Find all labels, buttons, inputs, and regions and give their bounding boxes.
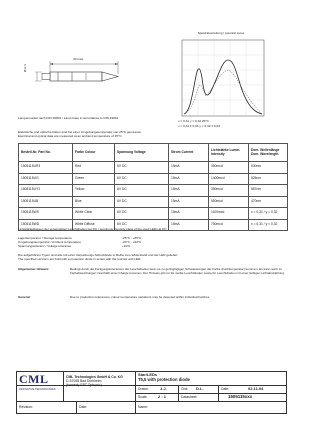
cell-intensity: 350mcd bbox=[209, 162, 249, 174]
checked-label: Chd: bbox=[181, 387, 189, 391]
company-line-1: CML Technologies GmbH & Co. KG bbox=[66, 375, 123, 379]
header-colour: Farbe Colour bbox=[73, 144, 115, 162]
cell-wavelength: 470nm bbox=[249, 196, 288, 208]
table-row bbox=[19, 196, 288, 208]
cell-voltage: 6V DC bbox=[115, 219, 169, 231]
cell-colour: Blue bbox=[73, 196, 115, 208]
cell-wavelength: 630nm bbox=[249, 162, 288, 174]
checked-value: D.L. bbox=[196, 386, 204, 391]
cell-part-no: 1505115UB bbox=[19, 196, 73, 208]
cell-current: 15mA bbox=[169, 196, 209, 208]
scale-value: 2 : 1 bbox=[158, 394, 167, 399]
cell-voltage: 6V DC bbox=[115, 208, 169, 220]
table-row bbox=[19, 173, 288, 185]
cell-part-no: 1505115UY3 bbox=[19, 185, 73, 197]
datasheet-label: Datasheet: bbox=[181, 395, 198, 399]
intro-line-1: Elektrische und optische Daten sind bei einer Umgebungstemperatur von 25°C gemessen. bbox=[18, 130, 143, 134]
cell-colour: White Diffuse bbox=[73, 219, 115, 231]
header-current: Strom Current bbox=[169, 144, 209, 162]
cell-part-no: 1505115WD bbox=[19, 219, 73, 231]
cell-intensity: 1100mcd bbox=[209, 208, 249, 220]
storage-temp-value: -25°C - +85°C bbox=[122, 236, 142, 240]
cell-wavelength: 587nm bbox=[249, 185, 288, 197]
voltage-tolerance-value: +10% bbox=[122, 244, 130, 248]
revision-label: Revision: bbox=[19, 405, 33, 409]
cell-current: 15mA bbox=[169, 219, 209, 231]
table-row bbox=[19, 162, 288, 174]
cell-current: 15mA bbox=[169, 162, 209, 174]
lamp-base-note: Lampensockel nach DIN 49801 / Lamp base in accordance to DIN 49801 bbox=[18, 116, 119, 120]
cell-current: 15mA bbox=[169, 173, 209, 185]
cell-part-no: 1505115WS bbox=[19, 208, 73, 220]
availability-de: Die aufgeführten Typen sind alle mit einer Verpackungs-Schutzdiode in Reihe zum Widerstand und der LED geliefert. bbox=[18, 253, 179, 257]
cell-wavelength: x = 0,31 / y = 0,32 bbox=[249, 219, 288, 231]
header-intensity: Lichtstärke Lumin. Intensity bbox=[209, 144, 249, 162]
company-line-2: D-67098 Bad Dürkheim bbox=[66, 379, 102, 383]
date2-label: Date: bbox=[79, 405, 88, 409]
name-label: Name: bbox=[138, 405, 148, 409]
table-row bbox=[19, 208, 288, 220]
cell-wavelength: x = 0,31 / y = 0,32 bbox=[249, 208, 288, 220]
company-line-3: (formerly EBT Optronic) bbox=[66, 383, 102, 387]
operating-temp-value: -20°C - +60°C bbox=[122, 240, 142, 244]
intro-line-2: Electrical and optical data are measured at an ambient temperature of 25°C. bbox=[18, 134, 123, 138]
availability-en: The specified versions are built with a protection diode in series with the resistor and LED. bbox=[18, 257, 142, 261]
cml-logo: CML bbox=[19, 372, 49, 386]
intensity-note: Lichtstärkeklassen der verwendeten Leuchtdioden bei DC / Luminous intensity class of the used LEDs at DC bbox=[18, 227, 167, 231]
cell-current: 15mA bbox=[169, 208, 209, 220]
cell-intensity: 1400mcd bbox=[209, 173, 249, 185]
general-en-text: Due to production tolerances, colour temperature variations may be detected within individual batches. bbox=[70, 295, 211, 299]
spectrum-title: Spektralverteilung / spectral curve bbox=[197, 31, 245, 35]
cell-intensity: 350mcd bbox=[209, 185, 249, 197]
cell-colour: Green bbox=[73, 173, 115, 185]
cell-part-no: 1505115UG bbox=[19, 173, 73, 185]
part-number: 1505115xxx bbox=[228, 394, 253, 399]
cell-colour: Yellow bbox=[73, 185, 115, 197]
general-en-label: General: bbox=[18, 295, 31, 299]
table-row bbox=[19, 185, 288, 197]
cell-voltage: 6V DC bbox=[115, 196, 169, 208]
cell-wavelength: 525nm bbox=[249, 173, 288, 185]
cell-voltage: 6V DC bbox=[115, 162, 169, 174]
general-note-text: Bedingt durch die Fertigungstoleranzen der Leuchtdioden kann es zu geringfügigen Schwankungen der Farbe (Farbtemperatur) kommen. Es kann auch zu Farbabweichungen innerhalb einer Charge kommen. Der Hinweis gilt nur für weiße Leuchtdioden sowie für Leuchtdioden mit einer farbigen Lichtabstrahlung. bbox=[70, 267, 285, 275]
general-note-label: Allgemeiner Hinweis: bbox=[18, 267, 50, 271]
cell-current: 15mA bbox=[169, 185, 209, 197]
scale-label: Scale: bbox=[138, 395, 148, 399]
dimension-label: 30 max. bbox=[73, 57, 85, 61]
spectrum-formula-2: x = 0,31 ± 0,03 y = 0,32 ± 0,03 bbox=[178, 124, 220, 128]
spec-table bbox=[18, 143, 288, 231]
cell-part-no: 1505115UR3 bbox=[19, 162, 73, 174]
cell-colour: White Clear bbox=[73, 208, 115, 220]
spectral-chart bbox=[176, 38, 268, 118]
cell-intensity: 550mcd bbox=[209, 196, 249, 208]
storage-temp-label: Lagertemperatur / Storage temperature bbox=[18, 236, 72, 240]
header-wavelength: Dom. Wellenlänge Dom. Wavelength bbox=[249, 144, 288, 162]
side-dimension-label: Ø 6.4 bbox=[23, 64, 27, 72]
product-line-1: Star/LEDs bbox=[138, 372, 158, 377]
logo-tagline: INNOVATIVE TECHNOLOGIES bbox=[19, 388, 56, 391]
product-line-2: T5,5 with protection diode bbox=[138, 377, 190, 382]
table-header-row bbox=[19, 144, 288, 162]
drawn-label: Drawn: bbox=[138, 387, 149, 391]
cell-voltage: 6V DC bbox=[115, 185, 169, 197]
cell-voltage: 6V DC bbox=[115, 173, 169, 185]
cell-colour: Red bbox=[73, 162, 115, 174]
date-value: 02.11.04 bbox=[248, 386, 264, 391]
drawn-value: J.J. bbox=[160, 386, 167, 391]
date-label: Date: bbox=[221, 387, 230, 391]
voltage-tolerance-label: Spannungstoleranz / Voltage tolerance bbox=[18, 244, 72, 248]
cell-intensity: 750mcd bbox=[209, 219, 249, 231]
spectrum-formula-1: x = 0.31 y = 0.32 25°C bbox=[178, 119, 209, 123]
operating-temp-label: Umgebungstemperatur / Ambient temperature bbox=[18, 240, 81, 244]
header-voltage: Spannung Voltage bbox=[115, 144, 169, 162]
header-part-no: Bestell-Nr. Part No. bbox=[19, 144, 73, 162]
